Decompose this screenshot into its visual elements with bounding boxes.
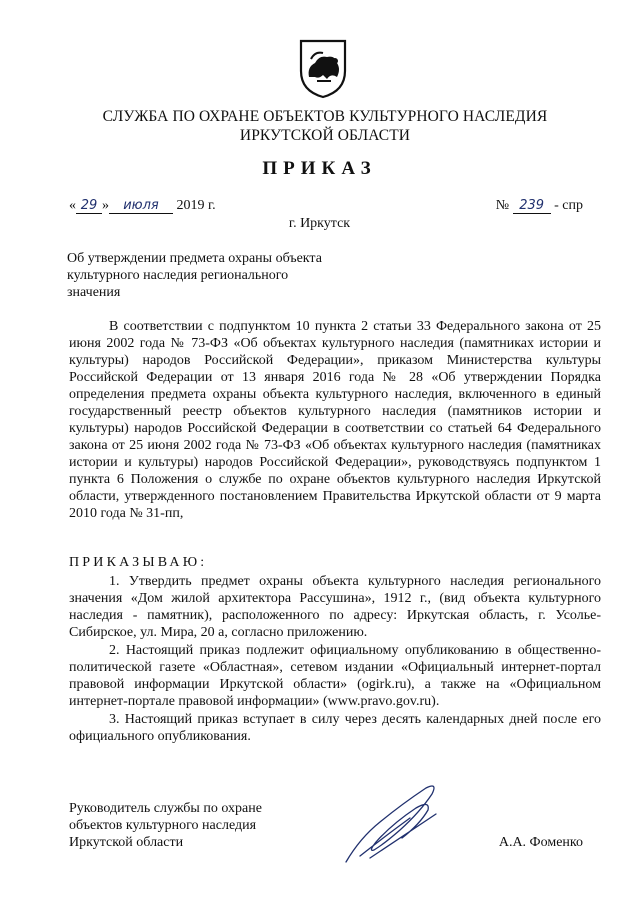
document-number [496,198,583,214]
date-close-quote: » [102,198,109,213]
orders-list [69,573,601,746]
order-item-2: 2. Настоящий приказ подлежит официальному опубликованию в общественно-политической газете «Областная», сетевом издании «Официальный интернет-портал правовой информации Иркутской области» (ogirk.ru), а также на «Официальном интернет-портале правовой информации» (www.pravo.gov.ru). [69,643,601,709]
signatory-name: А.А. Фоменко [498,835,583,850]
handwritten-signature [340,778,450,868]
position-line-2: объектов культурного наследия [69,818,257,833]
number-suffix: - спр [554,198,583,213]
signatory-position [69,800,309,851]
date-day: 29 [76,199,102,214]
date-month: июля [109,199,173,214]
date-year: 2019 г. [176,198,216,213]
coat-of-arms-icon [297,37,349,99]
document-type-title: ПРИКАЗ [262,158,377,179]
order-item-1: 1. Утвердить предмет охраны объекта культурного наследия регионального значения «Дом жилой архитектора Рассушина», 1912 г., (вид объекта культурного наследия - памятник), расположенного по адресу: Иркутская область, г. Усолье-Сибирское, ул. Мира, 20 а, согласно приложению. [69,574,601,640]
document-preamble [69,318,601,522]
document-subject: Об утверждении предмета охраны объекта культурного наследия регионального значения [67,251,322,300]
preamble-paragraph: В соответствии с подпунктом 10 пункта 2 статьи 33 Федерального закона от 25 июня 2002 года № 73-ФЗ «Об объектах культурного наследия (памятниках истории и культуры) народов Российской Федерации», приказом Министерства культуры Российской Федерации от 13 января 2016 года № 28 «Об утверждении Порядка определения предмета охраны объекта культурного наследия, включенного в единый государственный реестр объектов культурного наследия (памятников истории и культуры) народов Российской Федерации в соответствии со статьей 64 Федерального закона от 25 июня 2002 года № 73-ФЗ «Об объектах культурного наследия (памятниках истории и культуры) народов Российской Федерации», руководствуясь подпунктом 1 пункта 6 Положения о службе по охране объектов культурного наследия Иркутской области, утвержденного постановлением Правительства Иркутской области от 9 марта 2010 года № 31-пп, [69,319,601,521]
order-item-3: 3. Настоящий приказ вступает в силу через десять календарных дней после его официального опубликования. [69,712,601,744]
position-line-3: Иркутской области [69,835,184,850]
number-prefix: № [495,198,510,213]
organization-name: СЛУЖБА ПО ОХРАНЕ ОБЪЕКТОВ КУЛЬТУРНОГО НАСЛЕДИЯ ИРКУТСКОЙ ОБЛАСТИ [102,108,548,144]
date-open-quote: « [69,198,76,213]
position-line-1: Руководитель службы по охране [69,801,262,816]
document-city: г. Иркутск [288,216,351,231]
document-date [69,198,216,214]
number-value: 239 [513,199,551,214]
orders-heading: ПРИКАЗЫВАЮ: [69,555,208,570]
